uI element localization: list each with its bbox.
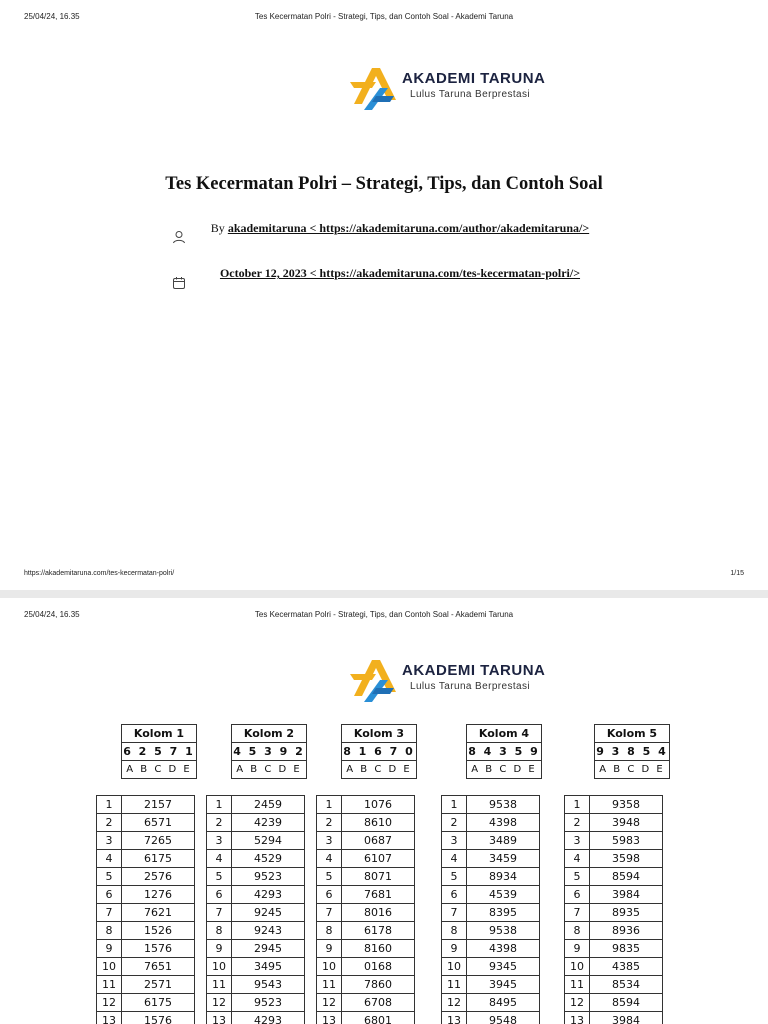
table-row	[442, 814, 540, 832]
question-value: 2571	[122, 976, 195, 994]
question-table-4	[441, 795, 540, 1024]
pdf-page-2	[0, 598, 768, 1024]
table-row	[97, 832, 195, 850]
question-number: 5	[317, 868, 342, 886]
table-row	[442, 868, 540, 886]
question-number: 5	[442, 868, 467, 886]
question-value: 8594	[590, 868, 663, 886]
question-number: 5	[565, 868, 590, 886]
question-table-2	[206, 795, 305, 1024]
question-number: 5	[97, 868, 122, 886]
question-number: 7	[97, 904, 122, 922]
question-number: 7	[317, 904, 342, 922]
question-value: 7860	[342, 976, 415, 994]
table-row	[442, 994, 540, 1012]
question-value: 5294	[232, 832, 305, 850]
question-value: 8395	[467, 904, 540, 922]
question-number: 9	[442, 940, 467, 958]
table-row	[317, 1012, 415, 1024]
question-value: 0168	[342, 958, 415, 976]
kolom-letters: A B C D E	[122, 760, 196, 778]
table-row	[317, 886, 415, 904]
table-row	[97, 976, 195, 994]
question-value: 2459	[232, 796, 305, 814]
question-value: 8934	[467, 868, 540, 886]
question-value: 8594	[590, 994, 663, 1012]
table-row	[207, 976, 305, 994]
question-number: 3	[317, 832, 342, 850]
question-value: 9835	[590, 940, 663, 958]
question-value: 2157	[122, 796, 195, 814]
table-row	[317, 850, 415, 868]
question-number: 10	[317, 958, 342, 976]
question-number: 8	[97, 922, 122, 940]
question-table-3	[316, 795, 415, 1024]
kolom-key-2	[231, 724, 307, 779]
kolom-letters: A B C D E	[232, 760, 306, 778]
question-number: 1	[317, 796, 342, 814]
question-value: 4539	[467, 886, 540, 904]
table-row	[97, 922, 195, 940]
kolom-key-4	[466, 724, 542, 779]
question-value: 3495	[232, 958, 305, 976]
question-value: 9523	[232, 994, 305, 1012]
table-row	[442, 850, 540, 868]
print-url: https://akademitaruna.com/tes-kecermatan-polri/	[24, 570, 175, 577]
table-row	[317, 814, 415, 832]
kolom-key-3	[341, 724, 417, 779]
question-value: 4529	[232, 850, 305, 868]
table-row	[442, 940, 540, 958]
question-value: 6571	[122, 814, 195, 832]
question-value: 7265	[122, 832, 195, 850]
article-author	[200, 220, 600, 237]
table-row	[442, 1012, 540, 1024]
brand-logo	[350, 66, 560, 110]
question-value: 3489	[467, 832, 540, 850]
question-value: 3459	[467, 850, 540, 868]
question-value: 9538	[467, 922, 540, 940]
kolom-name: Kolom 3	[353, 727, 405, 740]
question-number: 12	[207, 994, 232, 1012]
print-doc-title: Tes Kecermatan Polri - Strategi, Tips, dan Contoh Soal - Akademi Taruna	[254, 12, 514, 21]
question-value: 4293	[232, 886, 305, 904]
question-number: 11	[442, 976, 467, 994]
question-number: 3	[207, 832, 232, 850]
kolom-name: Kolom 1	[133, 727, 185, 740]
article-date	[200, 265, 600, 282]
question-number: 10	[207, 958, 232, 976]
question-value: 9245	[232, 904, 305, 922]
table-row	[442, 796, 540, 814]
table-row	[442, 904, 540, 922]
brand-tagline: Lulus Taruna Berprestasi	[410, 89, 531, 100]
table-row	[565, 850, 663, 868]
question-value: 1076	[342, 796, 415, 814]
table-row	[317, 976, 415, 994]
table-row	[97, 886, 195, 904]
question-value: 8160	[342, 940, 415, 958]
question-number: 10	[442, 958, 467, 976]
question-value: 9358	[590, 796, 663, 814]
table-row	[97, 958, 195, 976]
question-value: 3945	[467, 976, 540, 994]
brand-logo	[350, 658, 560, 702]
table-row	[317, 796, 415, 814]
kolom-digits: 4 5 3 9 2	[232, 742, 306, 760]
question-number: 6	[207, 886, 232, 904]
question-value: 8016	[342, 904, 415, 922]
brand-name: AKADEMI TARUNA	[402, 70, 546, 87]
question-number: 8	[442, 922, 467, 940]
table-row	[565, 868, 663, 886]
question-number: 1	[97, 796, 122, 814]
table-row	[317, 922, 415, 940]
question-number: 6	[442, 886, 467, 904]
question-value: 6175	[122, 850, 195, 868]
table-row	[442, 832, 540, 850]
kolom-name: Kolom 4	[478, 727, 530, 740]
question-value: 5983	[590, 832, 663, 850]
question-number: 12	[565, 994, 590, 1012]
question-value: 4398	[467, 940, 540, 958]
table-row	[97, 850, 195, 868]
question-number: 12	[442, 994, 467, 1012]
question-number: 3	[442, 832, 467, 850]
question-value: 8534	[590, 976, 663, 994]
calendar-icon	[172, 276, 186, 290]
question-number: 2	[317, 814, 342, 832]
question-value: 3984	[590, 886, 663, 904]
question-number: 3	[97, 832, 122, 850]
question-value: 0687	[342, 832, 415, 850]
table-row	[565, 814, 663, 832]
question-number: 1	[207, 796, 232, 814]
question-number: 13	[317, 1012, 342, 1024]
table-row	[442, 922, 540, 940]
kolom-letters: A B C D E	[342, 760, 416, 778]
brand-tagline: Lulus Taruna Berprestasi	[410, 681, 531, 692]
kolom-key-1	[121, 724, 197, 779]
brand-name: AKADEMI TARUNA	[402, 662, 546, 679]
kolom-letters: A B C D E	[467, 760, 541, 778]
question-number: 7	[442, 904, 467, 922]
question-value: 9548	[467, 1012, 540, 1024]
question-table-5	[564, 795, 663, 1024]
question-number: 4	[317, 850, 342, 868]
table-row	[565, 976, 663, 994]
table-row	[565, 1012, 663, 1024]
table-row	[317, 994, 415, 1012]
akademi-taruna-logo-icon	[350, 658, 400, 702]
question-value: 4293	[232, 1012, 305, 1024]
question-number: 11	[317, 976, 342, 994]
table-row	[565, 958, 663, 976]
question-value: 2945	[232, 940, 305, 958]
question-number: 12	[97, 994, 122, 1012]
question-value: 9538	[467, 796, 540, 814]
print-doc-title: Tes Kecermatan Polri - Strategi, Tips, dan Contoh Soal - Akademi Taruna	[254, 610, 514, 619]
print-datetime: 25/04/24, 16.35	[24, 610, 80, 619]
table-row	[207, 796, 305, 814]
table-row	[317, 958, 415, 976]
table-row	[565, 940, 663, 958]
question-number: 2	[97, 814, 122, 832]
question-value: 1276	[122, 886, 195, 904]
date-link[interactable]: October 12, 2023 < https://akademitaruna.com/tes-kecermatan-polri/>	[219, 266, 581, 280]
question-value: 7621	[122, 904, 195, 922]
question-number: 13	[207, 1012, 232, 1024]
table-row	[97, 994, 195, 1012]
question-value: 7681	[342, 886, 415, 904]
kolom-key-5	[594, 724, 670, 779]
kolom-digits: 6 2 5 7 1	[122, 742, 196, 760]
question-value: 3984	[590, 1012, 663, 1024]
question-number: 9	[317, 940, 342, 958]
table-row	[565, 904, 663, 922]
akademi-taruna-logo-icon	[350, 66, 400, 110]
table-row	[207, 850, 305, 868]
question-value: 7651	[122, 958, 195, 976]
question-number: 13	[442, 1012, 467, 1024]
question-number: 8	[565, 922, 590, 940]
question-number: 4	[442, 850, 467, 868]
question-value: 1576	[122, 940, 195, 958]
table-row	[207, 904, 305, 922]
question-number: 8	[317, 922, 342, 940]
question-value: 6175	[122, 994, 195, 1012]
question-number: 7	[565, 904, 590, 922]
question-number: 4	[207, 850, 232, 868]
kolom-name: Kolom 2	[243, 727, 295, 740]
user-icon	[172, 230, 186, 244]
table-row	[97, 868, 195, 886]
question-number: 2	[442, 814, 467, 832]
question-number: 9	[565, 940, 590, 958]
question-number: 7	[207, 904, 232, 922]
question-table-1	[96, 795, 195, 1024]
table-row	[207, 958, 305, 976]
table-row	[97, 796, 195, 814]
question-number: 1	[565, 796, 590, 814]
question-number: 6	[317, 886, 342, 904]
table-row	[207, 940, 305, 958]
table-row	[317, 832, 415, 850]
question-number: 4	[565, 850, 590, 868]
table-row	[565, 994, 663, 1012]
table-row	[565, 922, 663, 940]
question-number: 13	[565, 1012, 590, 1024]
kolom-letters: A B C D E	[595, 760, 669, 778]
table-row	[442, 976, 540, 994]
table-row	[207, 994, 305, 1012]
table-row	[97, 1012, 195, 1024]
question-number: 8	[207, 922, 232, 940]
question-value: 9243	[232, 922, 305, 940]
question-value: 8935	[590, 904, 663, 922]
kolom-name: Kolom 5	[606, 727, 658, 740]
table-row	[207, 922, 305, 940]
table-row	[207, 832, 305, 850]
question-number: 11	[565, 976, 590, 994]
question-number: 11	[207, 976, 232, 994]
question-value: 1526	[122, 922, 195, 940]
table-row	[207, 814, 305, 832]
question-value: 2576	[122, 868, 195, 886]
question-number: 6	[97, 886, 122, 904]
question-value: 6178	[342, 922, 415, 940]
table-row	[565, 796, 663, 814]
article-title: Tes Kecermatan Polri – Strategi, Tips, dan Contoh Soal	[165, 174, 603, 194]
question-value: 4398	[467, 814, 540, 832]
question-number: 2	[207, 814, 232, 832]
question-value: 4385	[590, 958, 663, 976]
question-number: 12	[317, 994, 342, 1012]
question-number: 5	[207, 868, 232, 886]
question-value: 8495	[467, 994, 540, 1012]
kolom-digits: 8 1 6 7 0	[342, 742, 416, 760]
table-row	[207, 886, 305, 904]
question-value: 6107	[342, 850, 415, 868]
print-datetime: 25/04/24, 16.35	[24, 12, 80, 21]
question-number: 11	[97, 976, 122, 994]
question-value: 4239	[232, 814, 305, 832]
question-value: 6801	[342, 1012, 415, 1024]
question-number: 4	[97, 850, 122, 868]
table-row	[442, 958, 540, 976]
kolom-digits: 8 4 3 5 9	[467, 742, 541, 760]
question-number: 3	[565, 832, 590, 850]
table-row	[442, 886, 540, 904]
question-value: 3948	[590, 814, 663, 832]
question-value: 1576	[122, 1012, 195, 1024]
table-row	[207, 868, 305, 886]
question-number: 6	[565, 886, 590, 904]
question-number: 9	[97, 940, 122, 958]
table-row	[317, 868, 415, 886]
print-page-number: 1/15	[730, 570, 744, 577]
table-row	[97, 814, 195, 832]
by-prefix: By	[210, 221, 228, 235]
table-row	[317, 904, 415, 922]
question-number: 10	[565, 958, 590, 976]
question-value: 9543	[232, 976, 305, 994]
question-number: 9	[207, 940, 232, 958]
question-value: 8071	[342, 868, 415, 886]
table-row	[317, 940, 415, 958]
table-row	[97, 940, 195, 958]
question-value: 8610	[342, 814, 415, 832]
question-value: 3598	[590, 850, 663, 868]
table-row	[207, 1012, 305, 1024]
question-value: 6708	[342, 994, 415, 1012]
question-value: 8936	[590, 922, 663, 940]
table-row	[97, 904, 195, 922]
question-number: 13	[97, 1012, 122, 1024]
question-number: 2	[565, 814, 590, 832]
table-row	[565, 886, 663, 904]
table-row	[565, 832, 663, 850]
question-number: 1	[442, 796, 467, 814]
author-link[interactable]: akademitaruna < https://akademitaruna.com/author/akademitaruna/>	[227, 221, 590, 235]
question-value: 9345	[467, 958, 540, 976]
question-value: 9523	[232, 868, 305, 886]
kolom-digits: 9 3 8 5 4	[595, 742, 669, 760]
question-number: 10	[97, 958, 122, 976]
